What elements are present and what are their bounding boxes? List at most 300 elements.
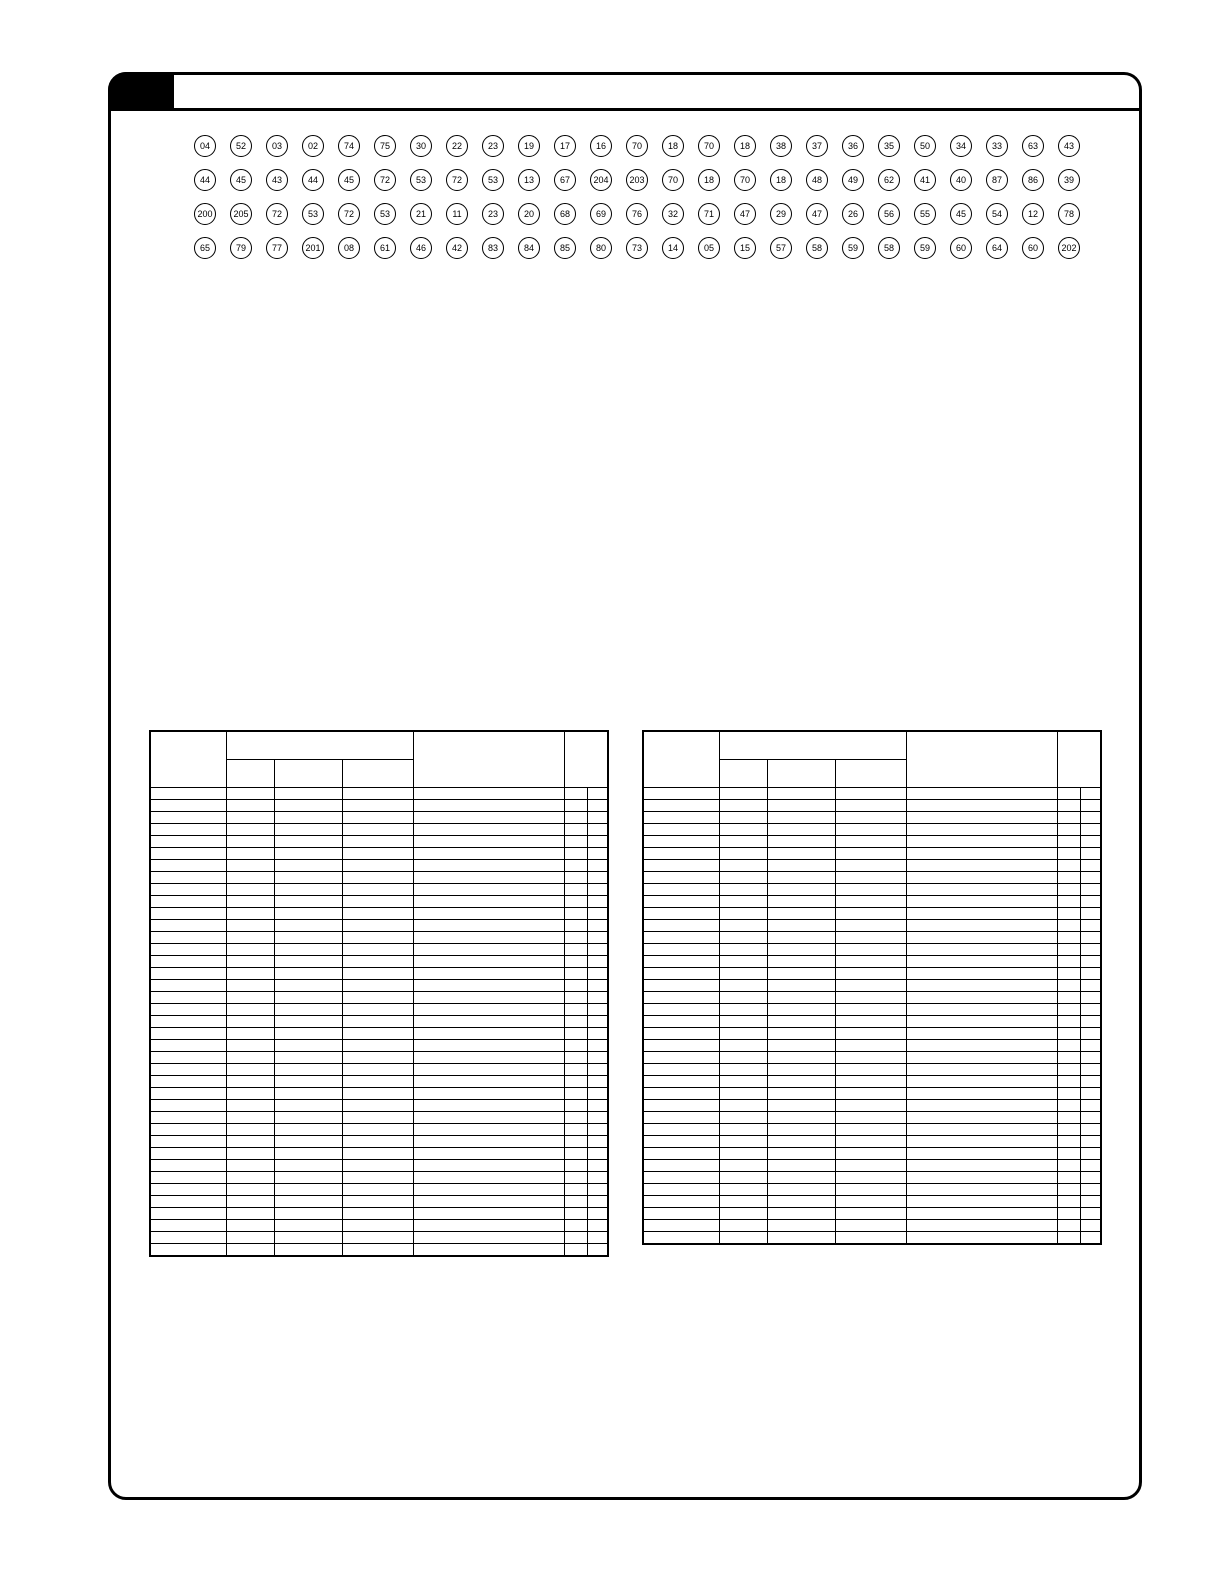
callout-number: 70 [734,169,756,191]
table-cell [906,872,1057,884]
table-cell [643,1220,719,1232]
table-cell [150,860,226,872]
table-cell [564,980,587,992]
table-cell [1080,1040,1101,1052]
callout-number: 68 [554,203,576,225]
table-cell [767,1160,835,1172]
table-cell [587,1160,608,1172]
callout-number: 72 [374,169,396,191]
callout-number: 202 [1058,237,1080,259]
callout-number: 40 [950,169,972,191]
table-cell [587,824,608,836]
table-cell [342,800,413,812]
table-row [643,860,1101,872]
table-cell [564,848,587,860]
table-cell [274,1124,342,1136]
table-cell [226,800,274,812]
header-cell [835,760,906,788]
table-cell [413,1232,564,1244]
table-row [150,848,608,860]
table-cell [587,1028,608,1040]
table-row [150,1220,608,1232]
table-cell [413,1040,564,1052]
table-cell [587,932,608,944]
table-cell [643,896,719,908]
table-cell [226,1076,274,1088]
table-row [150,1148,608,1160]
exploded-parts-diagram [170,115,1110,715]
table-cell [564,800,587,812]
table-cell [274,1028,342,1040]
table-cell [150,1112,226,1124]
table-cell [643,1028,719,1040]
table-cell [643,1040,719,1052]
callout-number: 57 [770,237,792,259]
table-cell [906,944,1057,956]
table-cell [719,1124,767,1136]
table-cell [719,1100,767,1112]
table-cell [226,944,274,956]
table-cell [587,908,608,920]
table-cell [150,836,226,848]
table-row [150,824,608,836]
table-cell [342,1028,413,1040]
table-cell [1080,1172,1101,1184]
table-cell [342,1124,413,1136]
table-cell [1057,812,1080,824]
table-cell [150,992,226,1004]
table-cell [150,1136,226,1148]
table-cell [767,1220,835,1232]
table-cell [342,908,413,920]
table-cell [342,1232,413,1244]
table-cell [587,1052,608,1064]
table-cell [719,788,767,800]
table-cell [1057,908,1080,920]
callout-number: 37 [806,135,828,157]
table-cell [274,896,342,908]
table-cell [564,1172,587,1184]
table-cell [835,968,906,980]
table-cell [150,1184,226,1196]
table-cell [643,1124,719,1136]
table-cell [906,1100,1057,1112]
callout-number: 45 [950,203,972,225]
table-cell [643,884,719,896]
table-cell [150,1052,226,1064]
table-cell [767,1100,835,1112]
table-cell [150,1004,226,1016]
table-cell [906,992,1057,1004]
table-cell [1080,836,1101,848]
table-cell [643,1100,719,1112]
table-cell [274,1160,342,1172]
table-cell [413,1184,564,1196]
table-cell [274,872,342,884]
table-row [150,1040,608,1052]
table-cell [564,1148,587,1160]
table-cell [1057,1100,1080,1112]
table-cell [719,920,767,932]
table-cell [226,1016,274,1028]
callout-number: 30 [410,135,432,157]
table-cell [1057,1232,1080,1245]
table-cell [587,800,608,812]
table-cell [1080,872,1101,884]
header-cell [342,760,413,788]
table-cell [342,980,413,992]
table-cell [767,1172,835,1184]
table-cell [150,1208,226,1220]
table-cell [643,836,719,848]
table-cell [1080,1076,1101,1088]
table-cell [413,860,564,872]
table-cell [906,1160,1057,1172]
table-cell [835,824,906,836]
table-cell [1057,956,1080,968]
table-cell [342,1100,413,1112]
table-cell [1057,1112,1080,1124]
header-cell [274,760,342,788]
table-cell [767,1148,835,1160]
table-cell [719,1148,767,1160]
diagram-callout-list [170,115,1110,715]
table-cell [719,884,767,896]
table-cell [1057,824,1080,836]
table-cell [767,1016,835,1028]
table-cell [1080,788,1101,800]
table-cell [643,848,719,860]
table-cell [643,1076,719,1088]
table-cell [643,1160,719,1172]
callout-number: 03 [266,135,288,157]
table-cell [150,1148,226,1160]
table-row [150,992,608,1004]
table-cell [1057,1220,1080,1232]
table-cell [150,1244,226,1257]
callout-number: 76 [626,203,648,225]
callout-number: 12 [1022,203,1044,225]
table-cell [342,1220,413,1232]
header-cell [226,760,274,788]
table-cell [1080,800,1101,812]
table-row [150,932,608,944]
header-cell [226,731,413,760]
table-cell [835,1124,906,1136]
table-cell [274,1088,342,1100]
table-cell [150,1220,226,1232]
table-cell [906,956,1057,968]
table-cell [1080,1028,1101,1040]
table-row [643,1220,1101,1232]
table-cell [835,1136,906,1148]
table-cell [150,1232,226,1244]
table-cell [767,860,835,872]
table-row [150,956,608,968]
table-cell [906,1052,1057,1064]
table-row [643,1076,1101,1088]
table-row [643,944,1101,956]
callout-number: 11 [446,203,468,225]
callout-number: 64 [986,237,1008,259]
table-row [643,932,1101,944]
table-row [643,1184,1101,1196]
table-cell [767,920,835,932]
table-row [150,980,608,992]
table-cell [767,1232,835,1245]
table-row [643,1232,1101,1245]
table-cell [564,1220,587,1232]
table-row [643,1028,1101,1040]
table-cell [587,1112,608,1124]
table-cell [150,872,226,884]
table-cell [564,908,587,920]
table-cell [150,908,226,920]
table-cell [564,1052,587,1064]
table-cell [1080,884,1101,896]
table-cell [1080,812,1101,824]
table-cell [643,788,719,800]
callout-number: 47 [806,203,828,225]
table-row [643,908,1101,920]
table-cell [587,1184,608,1196]
table-cell [1057,1172,1080,1184]
table-cell [1080,1088,1101,1100]
table-row [643,1052,1101,1064]
table-cell [564,1016,587,1028]
table-cell [835,1112,906,1124]
table-cell [587,788,608,800]
table-cell [1080,1004,1101,1016]
table-cell [906,1112,1057,1124]
table-cell [274,1208,342,1220]
table-cell [587,920,608,932]
header-cell [1057,731,1101,788]
callout-number: 47 [734,203,756,225]
callout-number: 200 [194,203,216,225]
table-cell [564,1076,587,1088]
table-row [150,1064,608,1076]
table-cell [150,848,226,860]
table-cell [643,1016,719,1028]
table-cell [564,1244,587,1257]
table-cell [226,1148,274,1160]
table-cell [719,824,767,836]
table-cell [906,860,1057,872]
callout-number: 15 [734,237,756,259]
table-cell [413,980,564,992]
table-cell [564,896,587,908]
header-cell [643,731,719,788]
callout-number: 69 [590,203,612,225]
table-cell [564,1028,587,1040]
table-cell [226,1040,274,1052]
header-cell [767,760,835,788]
table-cell [564,1124,587,1136]
table-cell [413,872,564,884]
table-cell [413,956,564,968]
table-cell [1057,1160,1080,1172]
callout-number: 45 [230,169,252,191]
table-row [150,1232,608,1244]
table-row [150,1052,608,1064]
table-cell [719,968,767,980]
table-cell [906,1148,1057,1160]
callout-number: 33 [986,135,1008,157]
callout-number: 19 [518,135,540,157]
table-row [150,860,608,872]
table-cell [767,1088,835,1100]
table-cell [150,932,226,944]
table-cell [643,920,719,932]
table-cell [719,1052,767,1064]
table-cell [719,1064,767,1076]
table-cell [342,1088,413,1100]
table-cell [226,1244,274,1257]
table-row [150,788,608,800]
table-cell [150,956,226,968]
callout-number: 201 [302,237,324,259]
table-cell [587,1064,608,1076]
callout-number: 72 [446,169,468,191]
table-cell [226,896,274,908]
table-cell [767,1136,835,1148]
callout-number: 36 [842,135,864,157]
table-row [643,920,1101,932]
table-cell [342,1244,413,1257]
table-cell [413,1136,564,1148]
table-cell [719,908,767,920]
table-cell [1080,1124,1101,1136]
table-cell [719,944,767,956]
table-cell [274,956,342,968]
table-cell [342,1004,413,1016]
table-cell [413,896,564,908]
callout-number: 43 [1058,135,1080,157]
table-cell [719,980,767,992]
callout-number: 18 [734,135,756,157]
table-row [643,896,1101,908]
table-cell [226,956,274,968]
table-cell [906,1184,1057,1196]
table-cell [274,860,342,872]
table-cell [906,920,1057,932]
table-cell [274,1136,342,1148]
table-cell [1057,1184,1080,1196]
table-cell [150,968,226,980]
table-cell [226,824,274,836]
table-cell [643,1064,719,1076]
table-cell [1057,800,1080,812]
callout-number: 77 [266,237,288,259]
table-row [643,1016,1101,1028]
table-cell [835,956,906,968]
table-cell [150,896,226,908]
header-tab [108,72,174,111]
table-cell [767,800,835,812]
table-cell [413,812,564,824]
table-cell [274,980,342,992]
table-cell [564,1136,587,1148]
callout-number: 20 [518,203,540,225]
callout-number: 70 [662,169,684,191]
table-cell [643,1172,719,1184]
table-row [150,1208,608,1220]
table-cell [719,932,767,944]
table-cell [906,788,1057,800]
table-cell [643,1184,719,1196]
table-cell [150,1028,226,1040]
table-cell [835,884,906,896]
callout-number: 72 [338,203,360,225]
table-cell [1080,968,1101,980]
table-cell [1080,1100,1101,1112]
table-cell [835,812,906,824]
table-cell [643,1004,719,1016]
table-cell [587,848,608,860]
table-row [643,1004,1101,1016]
table-cell [564,920,587,932]
callout-number: 60 [1022,237,1044,259]
callout-number: 53 [302,203,324,225]
table-cell [587,980,608,992]
callout-number: 41 [914,169,936,191]
table-row [643,1136,1101,1148]
table-cell [643,1148,719,1160]
table-cell [767,812,835,824]
callout-number: 70 [698,135,720,157]
table-cell [226,1064,274,1076]
table-cell [719,1040,767,1052]
table-cell [906,1196,1057,1208]
table-cell [719,956,767,968]
table-cell [342,872,413,884]
table-cell [906,1220,1057,1232]
table-cell [342,1172,413,1184]
callout-number: 73 [626,237,648,259]
table-cell [906,932,1057,944]
table-cell [226,1028,274,1040]
table-cell [226,1160,274,1172]
table-cell [342,860,413,872]
table-cell [1057,884,1080,896]
table-row [150,1016,608,1028]
table-cell [564,1196,587,1208]
table-cell [1057,860,1080,872]
table-cell [342,1016,413,1028]
table-cell [643,944,719,956]
table-cell [719,860,767,872]
callout-number: 50 [914,135,936,157]
table-cell [719,1160,767,1172]
table-cell [719,992,767,1004]
parts-table-left [149,730,609,1257]
callout-number: 53 [374,203,396,225]
table-cell [835,992,906,1004]
table-cell [643,956,719,968]
table-cell [342,884,413,896]
table-cell [413,1208,564,1220]
table-cell [342,1040,413,1052]
table-cell [835,1232,906,1245]
table-cell [767,836,835,848]
table-cell [150,1172,226,1184]
table-cell [587,1016,608,1028]
table-cell [643,1196,719,1208]
table-cell [1080,848,1101,860]
table-cell [643,812,719,824]
table-cell [835,1208,906,1220]
